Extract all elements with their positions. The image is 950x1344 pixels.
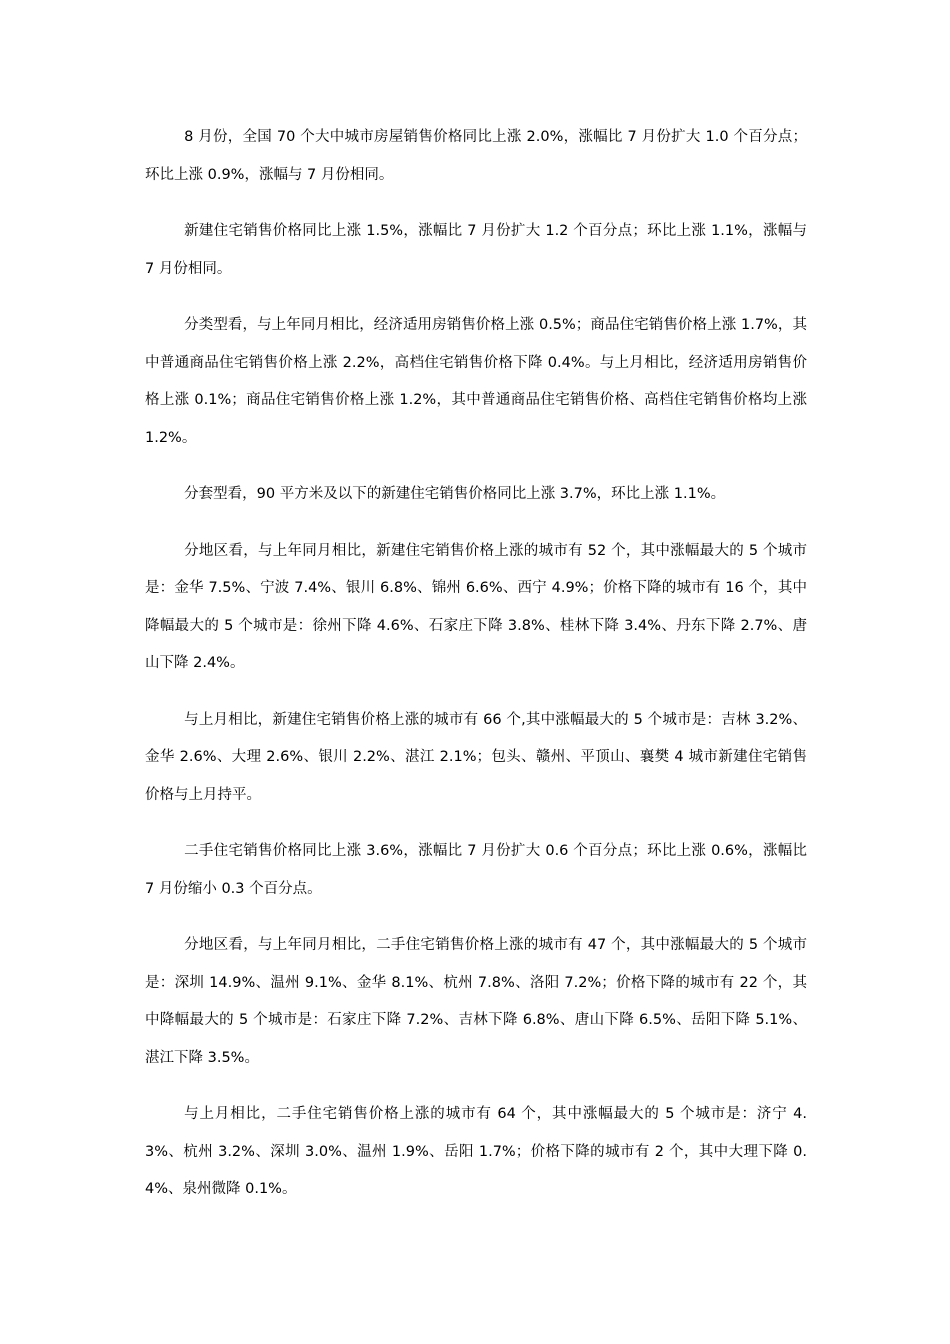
paragraph-new-housing-by-region-mom: 与上月相比，新建住宅销售价格上涨的城市有 66 个,其中涨幅最大的 5 个城市是：吉林 3.2%、金华 2.6%、大理 2.6%、银川 2.2%、湛江 2.1%；包头、赣州、平顶山、襄樊 4 城市新建住宅销售价格与上月持平。 — [145, 711, 807, 803]
paragraph-new-housing: 新建住宅销售价格同比上涨 1.5%，涨幅比 7 月份扩大 1.2 个百分点；环比上涨 1.1%，涨幅与 7 月份相同。 — [145, 223, 807, 277]
paragraph-second-hand-by-region-yoy: 分地区看，与上年同月相比，二手住宅销售价格上涨的城市有 47 个，其中涨幅最大的 5 个城市是：深圳 14.9%、温州 9.1%、金华 8.1%、杭州 7.8%、洛阳 7.2%；价格下降的城市有 22 个，其中降幅最大的 5 个城市是：石家庄下降 7.2%、吉林下降 6.8%、唐山下降 6.5%、岳阳下降 5.1%、湛江下降 3.5%。 — [145, 937, 807, 1066]
paragraph-national-summary: 8 月份，全国 70 个大中城市房屋销售价格同比上涨 2.0%，涨幅比 7 月份扩大 1.0 个百分点；环比上涨 0.9%，涨幅与 7 月份相同。 — [145, 129, 807, 183]
paragraph-by-type: 分类型看，与上年同月相比，经济适用房销售价格上涨 0.5%；商品住宅销售价格上涨 1.7%，其中普通商品住宅销售价格上涨 2.2%，高档住宅销售价格下降 0.4%。与上月相比，经济适用房销售价格上涨 0.1%；商品住宅销售价格上涨 1.2%，其中普通商品住宅销售价格、高档住宅销售价格均上涨 1.2%。 — [145, 317, 807, 446]
document-body — [145, 119, 807, 1228]
paragraph-new-housing-by-region-yoy: 分地区看，与上年同月相比，新建住宅销售价格上涨的城市有 52 个，其中涨幅最大的 5 个城市是：金华 7.5%、宁波 7.4%、银川 6.8%、锦州 6.6%、西宁 4.9%；价格下降的城市有 16 个，其中降幅最大的 5 个城市是：徐州下降 4.6%、石家庄下降 3.8%、桂林下降 3.4%、丹东下降 2.7%、唐山下降 2.4%。 — [145, 542, 807, 671]
paragraph-by-unit-size: 分套型看，90 平方米及以下的新建住宅销售价格同比上涨 3.7%，环比上涨 1.1%。 — [184, 486, 726, 502]
paragraph-second-hand-by-region-mom: 与上月相比，二手住宅销售价格上涨的城市有 64 个，其中涨幅最大的 5 个城市是：济宁 4.3%、杭州 3.2%、深圳 3.0%、温州 1.9%、岳阳 1.7%；价格下降的城市有 2 个，其中大理下降 0.4%、泉州微降 0.1%。 — [145, 1106, 807, 1197]
paragraph-second-hand-housing: 二手住宅销售价格同比上涨 3.6%，涨幅比 7 月份扩大 0.6 个百分点；环比上涨 0.6%，涨幅比 7 月份缩小 0.3 个百分点。 — [145, 843, 807, 897]
